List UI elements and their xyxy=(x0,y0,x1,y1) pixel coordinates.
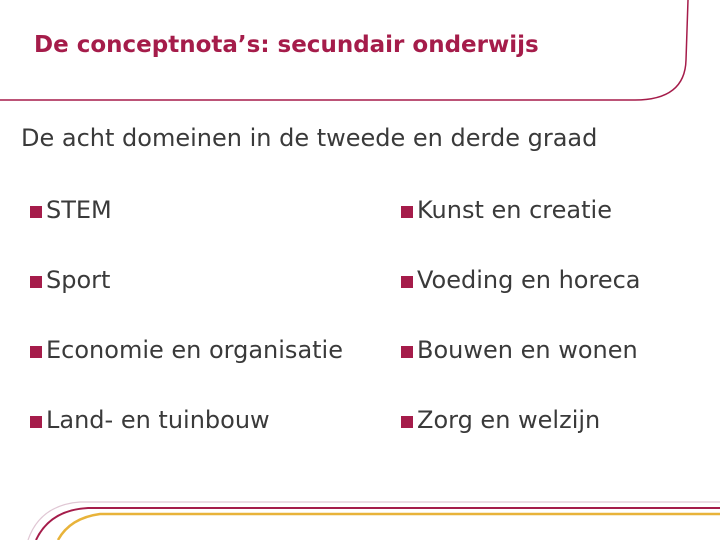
list-item-bouwen xyxy=(401,330,641,400)
list-item-economie xyxy=(30,330,343,400)
list-item-kunst xyxy=(401,190,641,260)
square-bullet-icon xyxy=(401,346,413,358)
square-bullet-icon xyxy=(401,206,413,218)
domain-label: STEM xyxy=(46,196,112,224)
square-bullet-icon xyxy=(401,416,413,428)
square-bullet-icon xyxy=(30,416,42,428)
domain-label: Sport xyxy=(46,266,111,294)
square-bullet-icon xyxy=(30,346,42,358)
domain-label: Land- en tuinbouw xyxy=(46,406,270,434)
list-item-land-tuinbouw xyxy=(30,400,343,470)
square-bullet-icon xyxy=(401,276,413,288)
domain-label: Economie en organisatie xyxy=(46,336,343,364)
domain-label: Bouwen en wonen xyxy=(417,336,638,364)
list-item-stem xyxy=(30,190,343,260)
list-item-sport xyxy=(30,260,343,330)
domain-label: Voeding en horeca xyxy=(417,266,641,294)
slide-subtitle: De acht domeinen in de tweede en derde graad xyxy=(21,124,598,152)
square-bullet-icon xyxy=(30,206,42,218)
domain-label: Kunst en creatie xyxy=(417,196,612,224)
slide-title: De conceptnota’s: secundair onderwijs xyxy=(34,32,539,58)
domain-list-left xyxy=(30,190,343,470)
domain-list-right xyxy=(401,190,641,470)
domain-label: Zorg en welzijn xyxy=(417,406,601,434)
square-bullet-icon xyxy=(30,276,42,288)
list-item-voeding xyxy=(401,260,641,330)
list-item-zorg xyxy=(401,400,641,470)
